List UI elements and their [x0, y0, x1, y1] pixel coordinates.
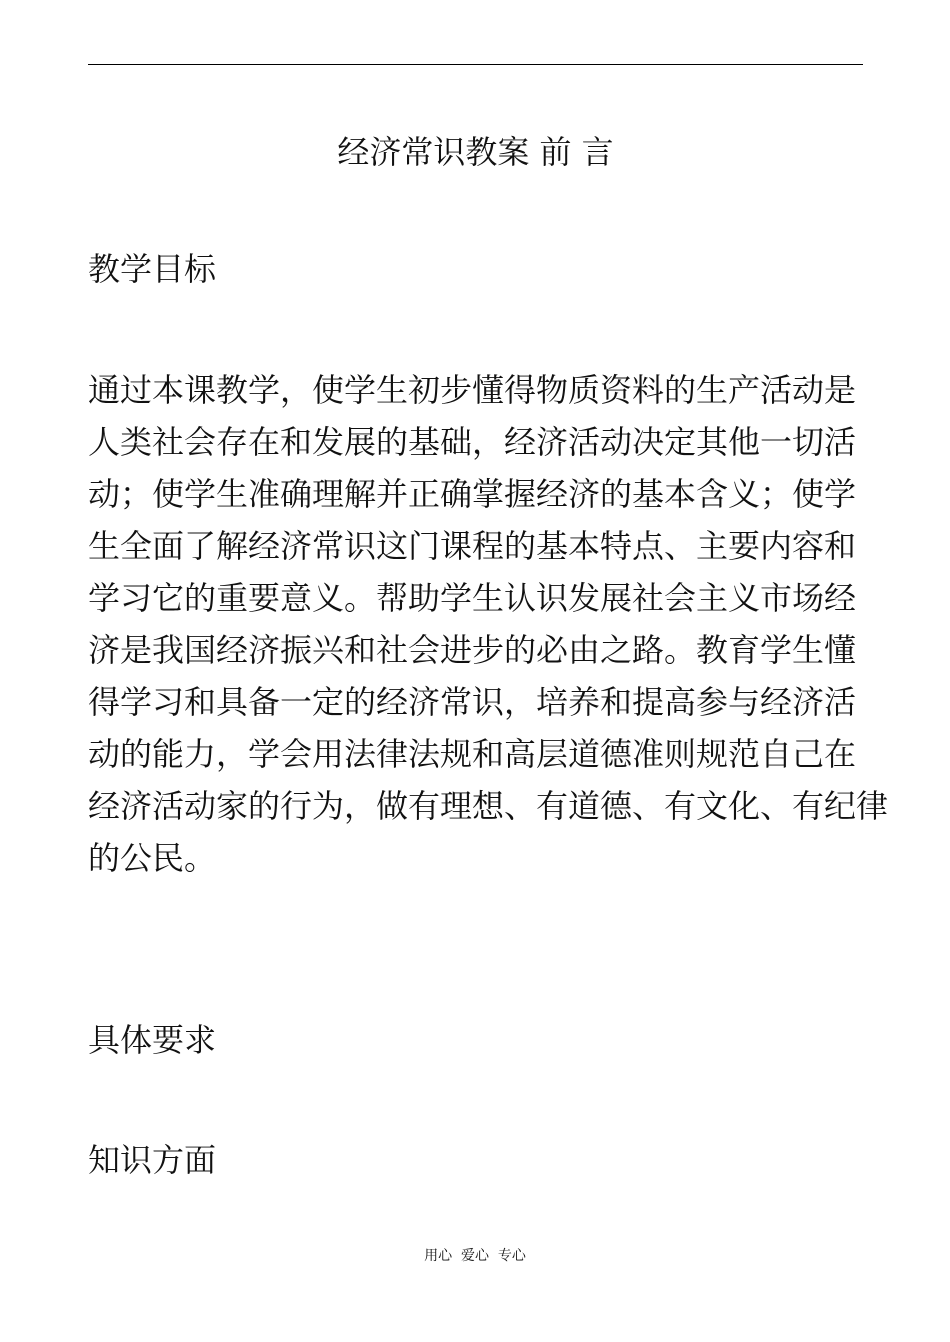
paragraph-line: 经济活动家的行为，做有理想、有道德、有文化、有纪律 [88, 787, 889, 825]
paragraph-line: 动；使学生准确理解并正确掌握经济的基本含义；使学 [88, 475, 857, 513]
paragraph-line: 生全面了解经济常识这门课程的基本特点、主要内容和 [88, 527, 857, 565]
document-title: 经济常识教案 前 言 [337, 133, 614, 171]
paragraph-line: 的公民。 [88, 839, 217, 877]
heading-knowledge-aspect: 知识方面 [88, 1141, 217, 1179]
header-rule [88, 64, 863, 65]
paragraph-line: 通过本课教学，使学生初步懂得物质资料的生产活动是 [88, 371, 857, 409]
paragraph-line: 得学习和具备一定的经济常识，培养和提高参与经济活 [88, 683, 857, 721]
paragraph-line: 学习它的重要意义。帮助学生认识发展社会主义市场经 [88, 579, 857, 617]
heading-specific-requirements: 具体要求 [88, 1021, 217, 1059]
paragraph-line: 济是我国经济振兴和社会进步的必由之路。教育学生懂 [88, 631, 857, 669]
paragraph-line: 人类社会存在和发展的基础，经济活动决定其他一切活 [88, 423, 857, 461]
page-footer: 用心 爱心 专心 [424, 1248, 526, 1264]
heading-teaching-goals: 教学目标 [88, 250, 217, 288]
goals-paragraph [88, 364, 889, 884]
paragraph-line: 动的能力，学会用法律法规和高层道德准则规范自己在 [88, 735, 857, 773]
